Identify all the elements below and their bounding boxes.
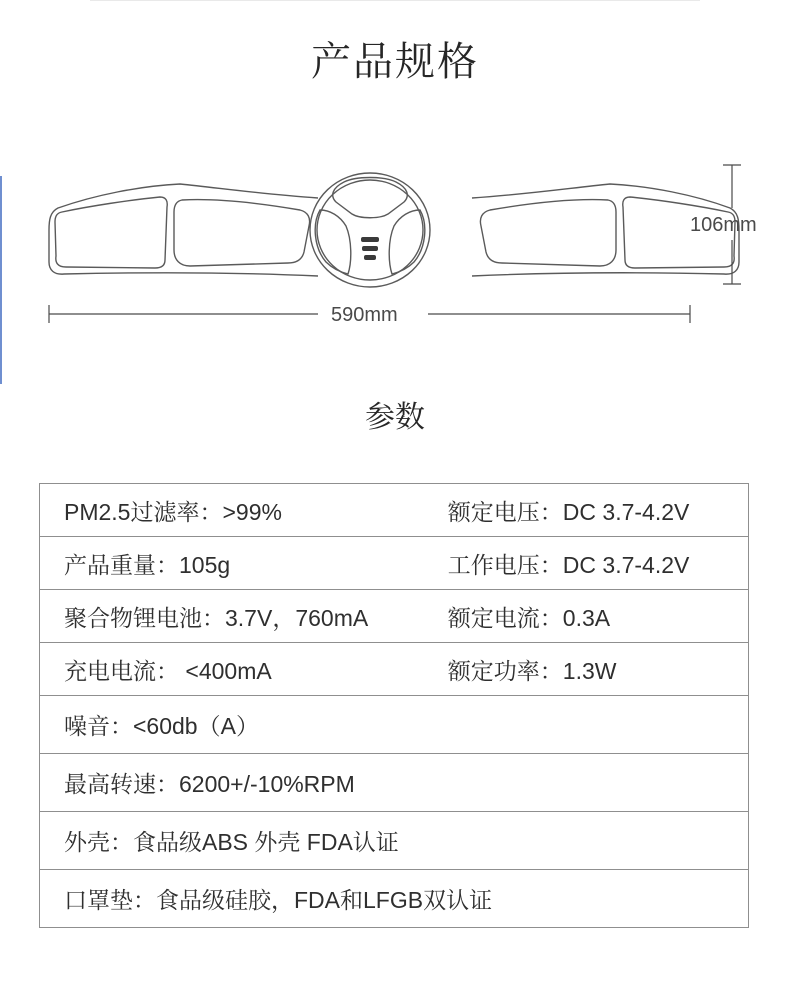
width-label: 590mm <box>331 304 398 326</box>
page-title: 产品规格 <box>311 40 479 84</box>
spec-row <box>40 754 749 812</box>
spec-row <box>40 590 749 643</box>
right-inner-pad <box>480 200 616 266</box>
left-inner-pad <box>174 200 310 266</box>
mode-button <box>362 246 378 251</box>
spec-cell: PM2.5过滤率：>99% <box>64 498 282 525</box>
spec-row <box>40 812 749 870</box>
center-module <box>310 173 430 287</box>
spec-row <box>40 870 749 928</box>
spec-row <box>40 643 749 696</box>
spec-cell: 工作电压：DC 3.7-4.2V <box>448 537 749 590</box>
spec-cell: 噪音：<60db（A） <box>40 696 749 754</box>
spec-cell: 聚合物锂电池：3.7V，760mA <box>40 590 448 643</box>
left-end-pad <box>55 197 167 268</box>
indicator-light <box>364 255 376 260</box>
power-button <box>361 237 379 242</box>
spec-row <box>40 696 749 754</box>
spec-cell: 产品重量：105g <box>40 537 448 590</box>
height-label: 106mm <box>690 214 757 236</box>
product-diagram <box>0 150 790 340</box>
spec-cell: 额定功率：1.3W <box>448 643 749 696</box>
spec-cell: 充电电流： <400mA <box>40 643 448 696</box>
spec-cell: 额定电压：DC 3.7-4.2V <box>447 498 690 525</box>
spec-row <box>40 537 749 590</box>
spec-cell: 外壳：食品级ABS 外壳 FDA认证 <box>40 812 749 870</box>
left-wing-outline <box>49 184 318 276</box>
spec-cell: 最高转速：6200+/-10%RPM <box>40 754 749 812</box>
spec-table <box>39 483 749 928</box>
spec-row <box>40 484 749 537</box>
top-divider <box>90 0 700 1</box>
spec-cell: 口罩垫：食品级硅胶，FDA和LFGB双认证 <box>40 870 749 928</box>
top-vent <box>333 178 408 218</box>
params-heading: 参数 <box>365 401 425 434</box>
spec-cell: 额定电流：0.3A <box>448 590 749 643</box>
